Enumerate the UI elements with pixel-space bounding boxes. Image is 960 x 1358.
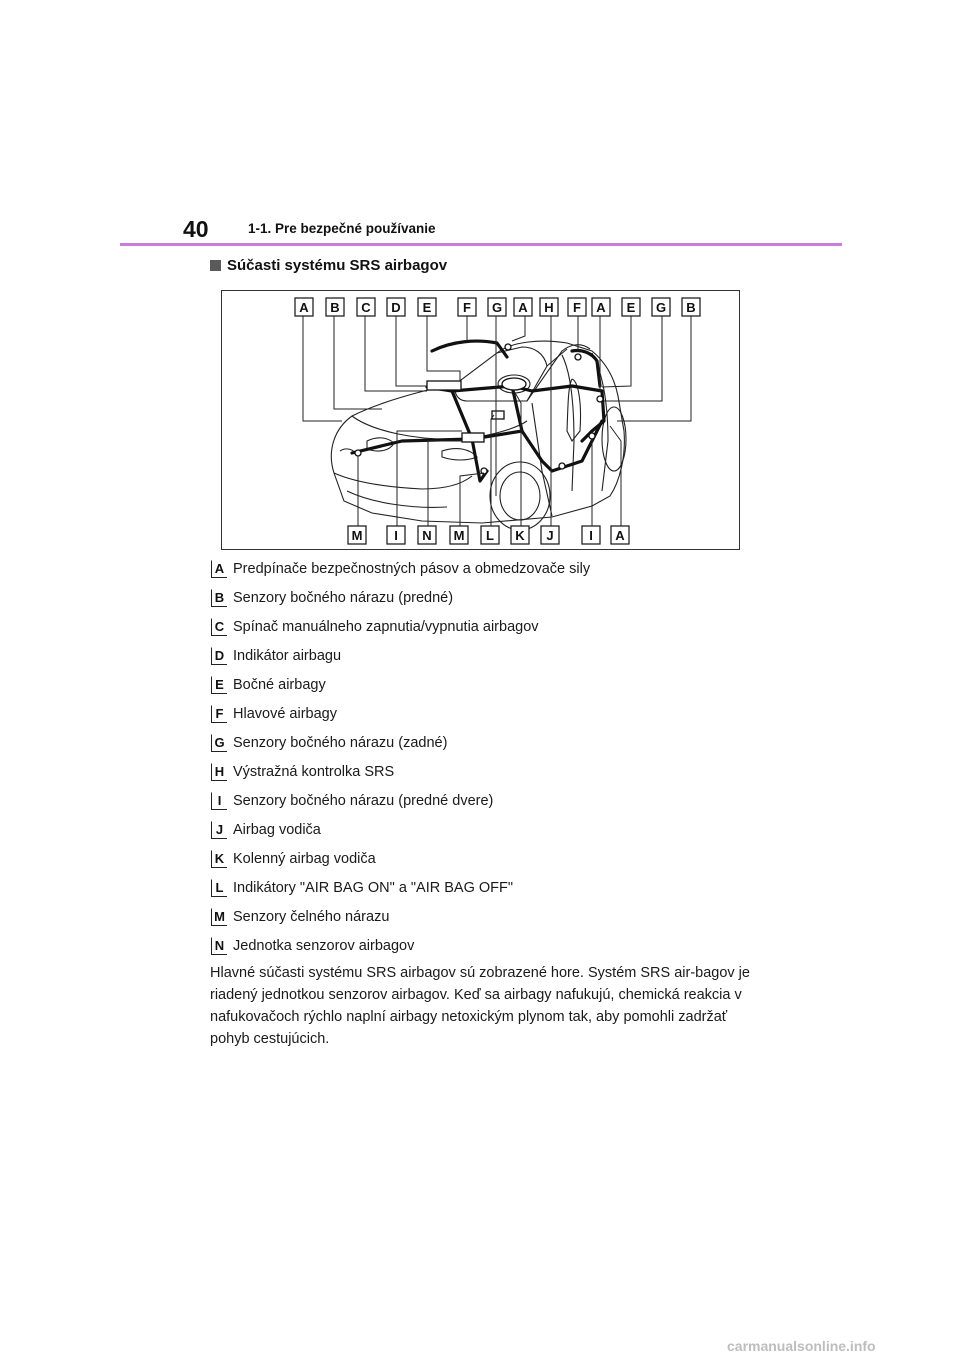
- top-label: E: [626, 300, 636, 315]
- legend-letter: N: [211, 937, 227, 955]
- legend-text: Senzory čelného nárazu: [233, 909, 390, 925]
- component-legend: [211, 559, 590, 965]
- legend-item: [211, 617, 590, 646]
- top-label: A: [299, 300, 309, 315]
- legend-letter: F: [211, 705, 227, 723]
- bottom-label: N: [422, 528, 432, 543]
- legend-letter: D: [211, 647, 227, 665]
- legend-text: Hlavové airbagy: [233, 706, 337, 722]
- top-label: G: [655, 300, 667, 315]
- legend-text: Bočné airbagy: [233, 677, 326, 693]
- bottom-label: K: [515, 528, 525, 543]
- legend-letter: C: [211, 618, 227, 636]
- legend-text: Výstražná kontrolka SRS: [233, 764, 395, 780]
- running-head: 1-1. Pre bezpečné používanie: [248, 221, 436, 236]
- legend-item: [211, 762, 590, 791]
- legend-letter: G: [211, 734, 227, 752]
- legend-item: [211, 588, 590, 617]
- legend-letter: B: [211, 589, 227, 607]
- legend-item: [211, 646, 590, 675]
- top-label: B: [330, 300, 340, 315]
- bottom-label: I: [589, 528, 593, 543]
- top-label: H: [544, 300, 554, 315]
- section-bullet-icon: [210, 260, 221, 271]
- legend-text: Senzory bočného nárazu (predné dvere): [233, 793, 494, 809]
- legend-letter: K: [211, 850, 227, 868]
- legend-letter: L: [211, 879, 227, 897]
- legend-item: [211, 559, 590, 588]
- top-labels: [295, 298, 700, 316]
- legend-letter: E: [211, 676, 227, 694]
- legend-item: [211, 907, 590, 936]
- legend-text: Kolenný airbag vodiča: [233, 851, 376, 867]
- bottom-label: M: [351, 528, 363, 543]
- legend-item: [211, 878, 590, 907]
- car-illustration: [222, 291, 741, 551]
- top-label: G: [491, 300, 503, 315]
- top-label: C: [361, 300, 371, 315]
- bottom-label: I: [394, 528, 398, 543]
- legend-item: [211, 849, 590, 878]
- legend-text: Predpínače bezpečnostných pásov a obmedzovače sily: [233, 561, 591, 577]
- bottom-label: A: [615, 528, 625, 543]
- legend-text: Jednotka senzorov airbagov: [233, 938, 415, 954]
- legend-text: Indikátor airbagu: [233, 648, 342, 664]
- legend-text: Senzory bočného nárazu (zadné): [233, 735, 448, 751]
- legend-letter: M: [211, 908, 227, 926]
- top-label: F: [573, 300, 581, 315]
- header-rule: [120, 243, 842, 246]
- top-label: D: [391, 300, 401, 315]
- section-title: [210, 257, 447, 274]
- section-title-text: Súčasti systému SRS airbagov: [227, 257, 448, 274]
- legend-item: [211, 704, 590, 733]
- legend-item: [211, 791, 590, 820]
- bottom-label: M: [453, 528, 465, 543]
- bottom-label: J: [546, 528, 554, 543]
- legend-text: Indikátory "AIR BAG ON" a "AIR BAG OFF": [233, 880, 514, 896]
- legend-letter: A: [211, 560, 227, 578]
- legend-text: Spínač manuálneho zapnutia/vypnutia airbagov: [233, 619, 539, 635]
- legend-item: [211, 820, 590, 849]
- legend-item: [211, 675, 590, 704]
- legend-text: Senzory bočného nárazu (predné): [233, 590, 454, 606]
- top-label: E: [422, 300, 432, 315]
- legend-item: [211, 733, 590, 762]
- bottom-label: L: [486, 528, 494, 543]
- legend-letter: H: [211, 763, 227, 781]
- airbag-diagram: [221, 290, 740, 550]
- top-label: F: [463, 300, 471, 315]
- legend-letter: I: [211, 792, 227, 810]
- bottom-labels: [348, 526, 629, 544]
- legend-text: Airbag vodiča: [233, 822, 321, 838]
- legend-item: [211, 936, 590, 965]
- page-number: 40: [183, 216, 209, 242]
- description-paragraph: Hlavné súčasti systému SRS airbagov sú zobrazené hore. Systém SRS air-bagov je riadený jednotkou senzorov airbagov. Keď sa airbagy nafukujú, chemická reakcia v nafukovačoch rýchlo naplní airbagy netoxickým plynom tak, aby pomohli zadržať pohyb cestujúcich.: [210, 965, 750, 1047]
- top-label: A: [518, 300, 528, 315]
- top-label: B: [686, 300, 696, 315]
- legend-letter: J: [211, 821, 227, 839]
- watermark: carmanualsonline.info: [727, 1338, 876, 1354]
- top-label: A: [596, 300, 606, 315]
